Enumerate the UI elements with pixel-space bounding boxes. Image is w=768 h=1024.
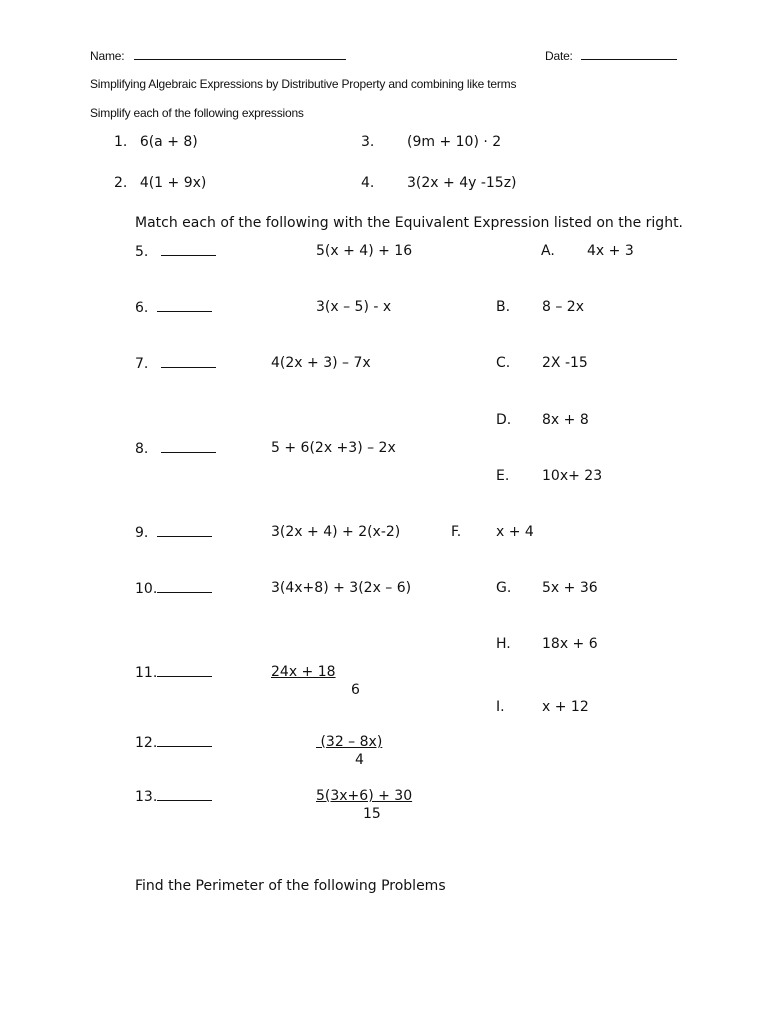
answer-letter: C.: [496, 355, 511, 371]
question-number: 8.: [135, 441, 149, 457]
question-number: 11.: [135, 665, 158, 681]
question-number: 6.: [135, 300, 149, 316]
problem-expression: 3(2x + 4y -15z): [407, 175, 517, 191]
fraction-denominator: 4: [355, 752, 364, 768]
answer-blank[interactable]: [161, 355, 216, 368]
name-row: [90, 48, 346, 63]
question-expression: 3(2x + 4) + 2(x-2): [271, 524, 401, 540]
fraction-numerator: 5(3x+6) + 30: [316, 788, 413, 804]
question-expression: 5 + 6(2x +3) – 2x: [271, 440, 396, 456]
answer-blank[interactable]: [157, 299, 212, 312]
answer-expression: 18x + 6: [542, 636, 598, 652]
simplify-instructions: Simplify each of the following expressions: [90, 106, 304, 120]
question-6: [135, 299, 212, 316]
answer-blank[interactable]: [157, 524, 212, 537]
answer-blank[interactable]: [157, 734, 212, 747]
answer-expression: 4x + 3: [587, 243, 634, 259]
date-label: Date:: [545, 49, 573, 63]
question-number: 9.: [135, 525, 149, 541]
match-instructions: Match each of the following with the Equivalent Expression listed on the right.: [135, 215, 684, 231]
answer-blank[interactable]: [161, 243, 216, 256]
answer-letter: I.: [496, 699, 505, 715]
fraction-denominator: 6: [351, 682, 360, 698]
answer-letter: H.: [496, 636, 511, 652]
answer-blank[interactable]: [157, 580, 212, 593]
answer-blank[interactable]: [157, 788, 212, 801]
question-8: [135, 440, 216, 457]
question-number: 10.: [135, 581, 158, 597]
fraction-numerator: 24x + 18: [271, 664, 336, 680]
problem-2: [114, 175, 206, 191]
answer-expression: 8 – 2x: [542, 299, 584, 315]
fraction-denominator: 15: [363, 806, 381, 822]
answer-letter: G.: [496, 580, 512, 596]
problem-number: 2.: [114, 175, 128, 191]
question-12: [135, 734, 212, 751]
fraction-numerator: (32 – 8x): [316, 734, 383, 750]
problem-expression: 4(1 + 9x): [139, 175, 207, 191]
question-7: [135, 355, 216, 372]
date-row: [545, 48, 677, 63]
problem-number: 1.: [114, 134, 128, 150]
question-expression: 5(x + 4) + 16: [316, 243, 413, 259]
question-9: [135, 524, 212, 541]
question-expression: 4(2x + 3) – 7x: [271, 355, 371, 371]
name-label: Name:: [90, 49, 125, 63]
problem-expression: (9m + 10) · 2: [407, 134, 502, 150]
problem-expression: 6(a + 8): [139, 134, 198, 150]
answer-letter: D.: [496, 412, 512, 428]
name-blank[interactable]: [134, 48, 346, 60]
answer-expression: 8x + 8: [542, 412, 589, 428]
question-10: [135, 580, 212, 597]
answer-letter: F.: [451, 524, 462, 540]
question-number: 13.: [135, 789, 158, 805]
answer-blank[interactable]: [157, 664, 212, 677]
question-number: 5.: [135, 244, 149, 260]
answer-blank[interactable]: [161, 440, 216, 453]
question-13: [135, 788, 212, 805]
question-5: [135, 243, 216, 260]
problem-number: 4.: [361, 175, 375, 191]
question-number: 7.: [135, 356, 149, 372]
perimeter-heading: Find the Perimeter of the following Problems: [135, 878, 446, 894]
date-blank[interactable]: [581, 48, 677, 60]
answer-letter: B.: [496, 299, 511, 315]
question-expression: 3(4x+8) + 3(2x – 6): [271, 580, 412, 596]
answer-letter: E.: [496, 468, 510, 484]
question-11: [135, 664, 212, 681]
answer-expression: 10x+ 23: [542, 468, 603, 484]
answer-letter: A.: [541, 243, 555, 259]
problem-number: 3.: [361, 134, 375, 150]
answer-expression: 5x + 36: [542, 580, 598, 596]
answer-expression: 2X -15: [542, 355, 588, 371]
worksheet-title: Simplifying Algebraic Expressions by Distributive Property and combining like terms: [90, 77, 517, 91]
question-expression: 3(x – 5) - x: [316, 299, 392, 315]
answer-expression: x + 12: [542, 699, 589, 715]
answer-expression: x + 4: [496, 524, 534, 540]
question-number: 12.: [135, 735, 158, 751]
problem-1: [114, 134, 198, 150]
